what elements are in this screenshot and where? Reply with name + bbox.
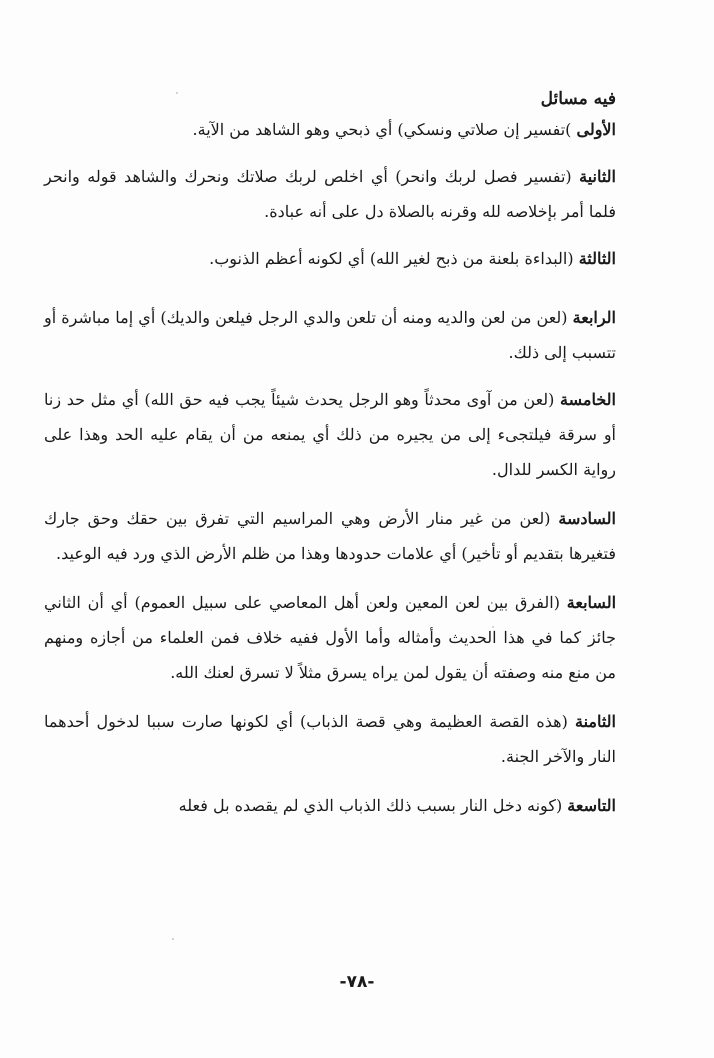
- page-number: -٧٨-: [339, 972, 375, 992]
- issue-text: (هذه القصة العظيمة وهي قصة الذباب) أي لكونها صارت سببا لدخول أحدهما النار والآخر الجنة.: [44, 712, 616, 766]
- issue-text: (لعن من آوى محدثاً وهو الرجل يحدث شيئاً يجب فيه حق الله) أي مثل حد زنا أو سرقة فيلتجىء إلى من يجيره من ذلك أي يمنعه من أن يقام عليه الحد وهذا على رواية الكسر للدال.: [44, 390, 616, 479]
- issue-term: الثالثة: [578, 249, 616, 268]
- paper-speck: [172, 938, 174, 940]
- section-heading: فيه مسائل: [540, 89, 616, 109]
- issue-term: الثانية: [579, 167, 616, 186]
- issue-paragraph-9: [44, 788, 616, 823]
- issue-paragraph-5: [44, 382, 616, 487]
- issue-paragraph-8: [44, 704, 616, 774]
- issue-paragraph-2: [44, 159, 616, 229]
- issue-paragraph-3: [44, 241, 616, 276]
- issue-text: (لعن من لعن والديه ومنه أن تلعن والدي الرجل فيلعن والديك) أي إما مباشرة أو تتسبب إلى ذلك.: [44, 308, 616, 362]
- issue-term: الخامسة: [560, 390, 616, 409]
- issue-text: (لعن من غير منار الأرض وهي المراسيم التي تفرق بين حقك وحق جارك فتغيرها بتقديم أو تأخير) أي علامات حدودها وهذا من ظلم الأرض الذي ورد فيه الوعيد.: [44, 509, 616, 563]
- issue-term: الأولى: [576, 120, 616, 139]
- issue-term: التاسعة: [567, 796, 616, 815]
- issue-text: (كونه دخل النار بسبب ذلك الذباب الذي لم يقصده بل فعله: [178, 796, 568, 815]
- issue-paragraph-7: [44, 585, 616, 690]
- issue-paragraph-4: [44, 300, 616, 370]
- issue-paragraph-1: [44, 112, 616, 147]
- page-content: [44, 82, 616, 823]
- issue-text: (البداءة بلعنة من ذبح لغير الله) أي لكونه أعظم الذنوب.: [209, 249, 579, 268]
- issue-term: السابعة: [566, 593, 617, 612]
- issue-term: الثامنة: [575, 712, 616, 731]
- issue-paragraph-6: [44, 501, 616, 571]
- issue-text: (الفرق بين لعن المعين ولعن أهل المعاصي على سبيل العموم) أي أن الثاني جائز كما في هذا الحديث وأمثاله وأما الأول ففيه خلاف فمن العلماء من أجازه ومنهم من منع منه وصفته أن يقول لمن يراه يسرق مثلاً لا تسرق لعنك الله.: [44, 593, 616, 682]
- issue-text: )تفسير إن صلاتي ونسكي) أي ذبحي وهو الشاهد من الآية.: [192, 120, 577, 139]
- issue-term: السادسة: [558, 509, 616, 528]
- issue-term: الرابعة: [572, 308, 616, 327]
- issue-text: (تفسير فصل لربك وانحر) أي اخلص لربك صلاتك ونحرك والشاهد قوله وانحر فلما أمر بإخلاصه لله وقرنه بالصلاة دل على أنه عبادة.: [44, 167, 616, 221]
